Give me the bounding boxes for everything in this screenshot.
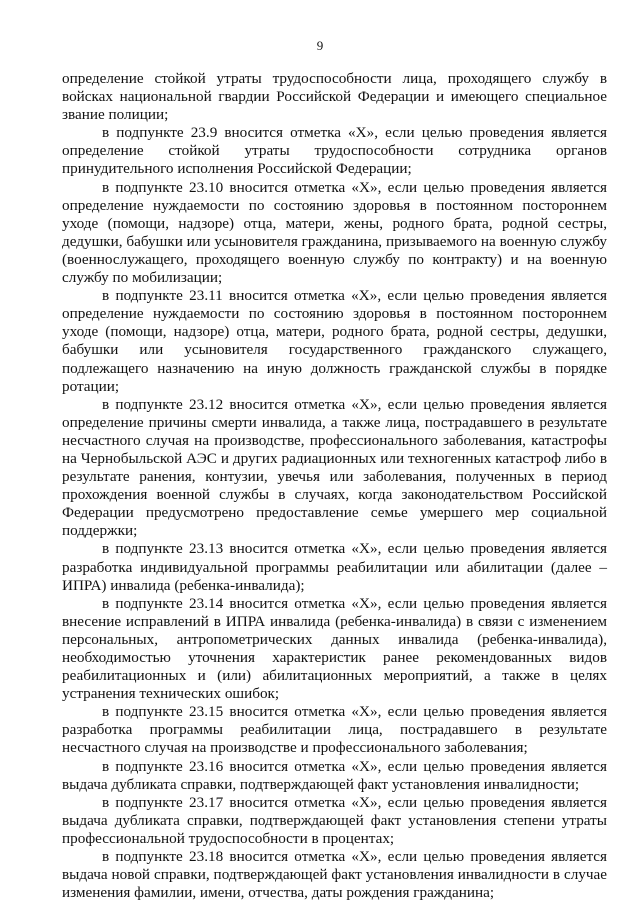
paragraph-subitem-23-15: в подпункте 23.15 вносится отметка «X», если целью проведения является разработка программы реабилитации лица, пострадавшего в результате несчастного случая на производстве и профессионального заболевания; bbox=[62, 703, 607, 757]
page-number: 9 bbox=[316, 38, 324, 53]
paragraph-subitem-23-12: в подпункте 23.12 вносится отметка «X», если целью проведения является определение причины смерти инвалида, а также лица, пострадавшего в результате несчастного случая на производстве, профессионального заболевания, катастрофы на Чернобыльской АЭС и других радиационных или техногенных катастроф либо в результате ранения, контузии, увечья или заболевания, полученных в период прохождения военной службы в случаях, когда законодательством Российской Федерации предусмотрено предоставление семье умершего мер социальной поддержки; bbox=[62, 395, 607, 540]
paragraph-subitem-23-13: в подпункте 23.13 вносится отметка «X», если целью проведения является разработка индивидуальной программы реабилитации или абилитации (далее – ИПРА) инвалида (ребенка-инвалида); bbox=[62, 540, 607, 594]
paragraph-subitem-23-18: в подпункте 23.18 вносится отметка «X», если целью проведения является выдача новой справки, подтверждающей факт установления инвалидности в случае изменения фамилии, имени, отчества, даты рождения гражданина; bbox=[62, 848, 607, 902]
paragraph-subitem-23-9: в подпункте 23.9 вносится отметка «X», если целью проведения является определение стойкой утраты трудоспособности сотрудника органов принудительного исполнения Российской Федерации; bbox=[62, 124, 607, 178]
paragraph-continuation: определение стойкой утраты трудоспособности лица, проходящего службу в войсках национальной гвардии Российской Федерации и имеющего специальное звание полиции; bbox=[62, 70, 607, 124]
paragraph-subitem-23-17: в подпункте 23.17 вносится отметка «X», если целью проведения является выдача дубликата справки, подтверждающей факт установления степени утраты профессиональной трудоспособности в процентах; bbox=[62, 793, 607, 847]
document-body bbox=[62, 70, 607, 902]
paragraph-subitem-23-16: в подпункте 23.16 вносится отметка «X», если целью проведения является выдача дубликата справки, подтверждающей факт установления инвалидности; bbox=[62, 757, 607, 793]
paragraph-subitem-23-10: в подпункте 23.10 вносится отметка «X», если целью проведения является определение нуждаемости по состоянию здоровья в постоянном постороннем уходе (помощи, надзоре) отца, матери, жены, родного брата, родной сестры, дедушки, бабушки или усыновителя гражданина, призываемого на военную службу (военнослужащего, проходящего военную службу по контракту) и на военную службу по мобилизации; bbox=[62, 178, 607, 287]
paragraph-subitem-23-14: в подпункте 23.14 вносится отметка «X», если целью проведения является внесение исправлений в ИПРА инвалида (ребенка-инвалида) в связи с изменением персональных, антропометрических данных инвалида (ребенка-инвалида), необходимостью уточнения характеристик ранее рекомендованных видов реабилитационных и (или) абилитационных мероприятий, а также в целях устранения технических ошибок; bbox=[62, 594, 607, 703]
paragraph-subitem-23-11: в подпункте 23.11 вносится отметка «X», если целью проведения является определение нуждаемости по состоянию здоровья в постоянном постороннем уходе (помощи, надзоре) отца, матери, родного брата, родной сестры, дедушки, бабушки или усыновителя государственного гражданского служащего, подлежащего назначению на иную должность гражданской службы в порядке ротации; bbox=[62, 287, 607, 395]
